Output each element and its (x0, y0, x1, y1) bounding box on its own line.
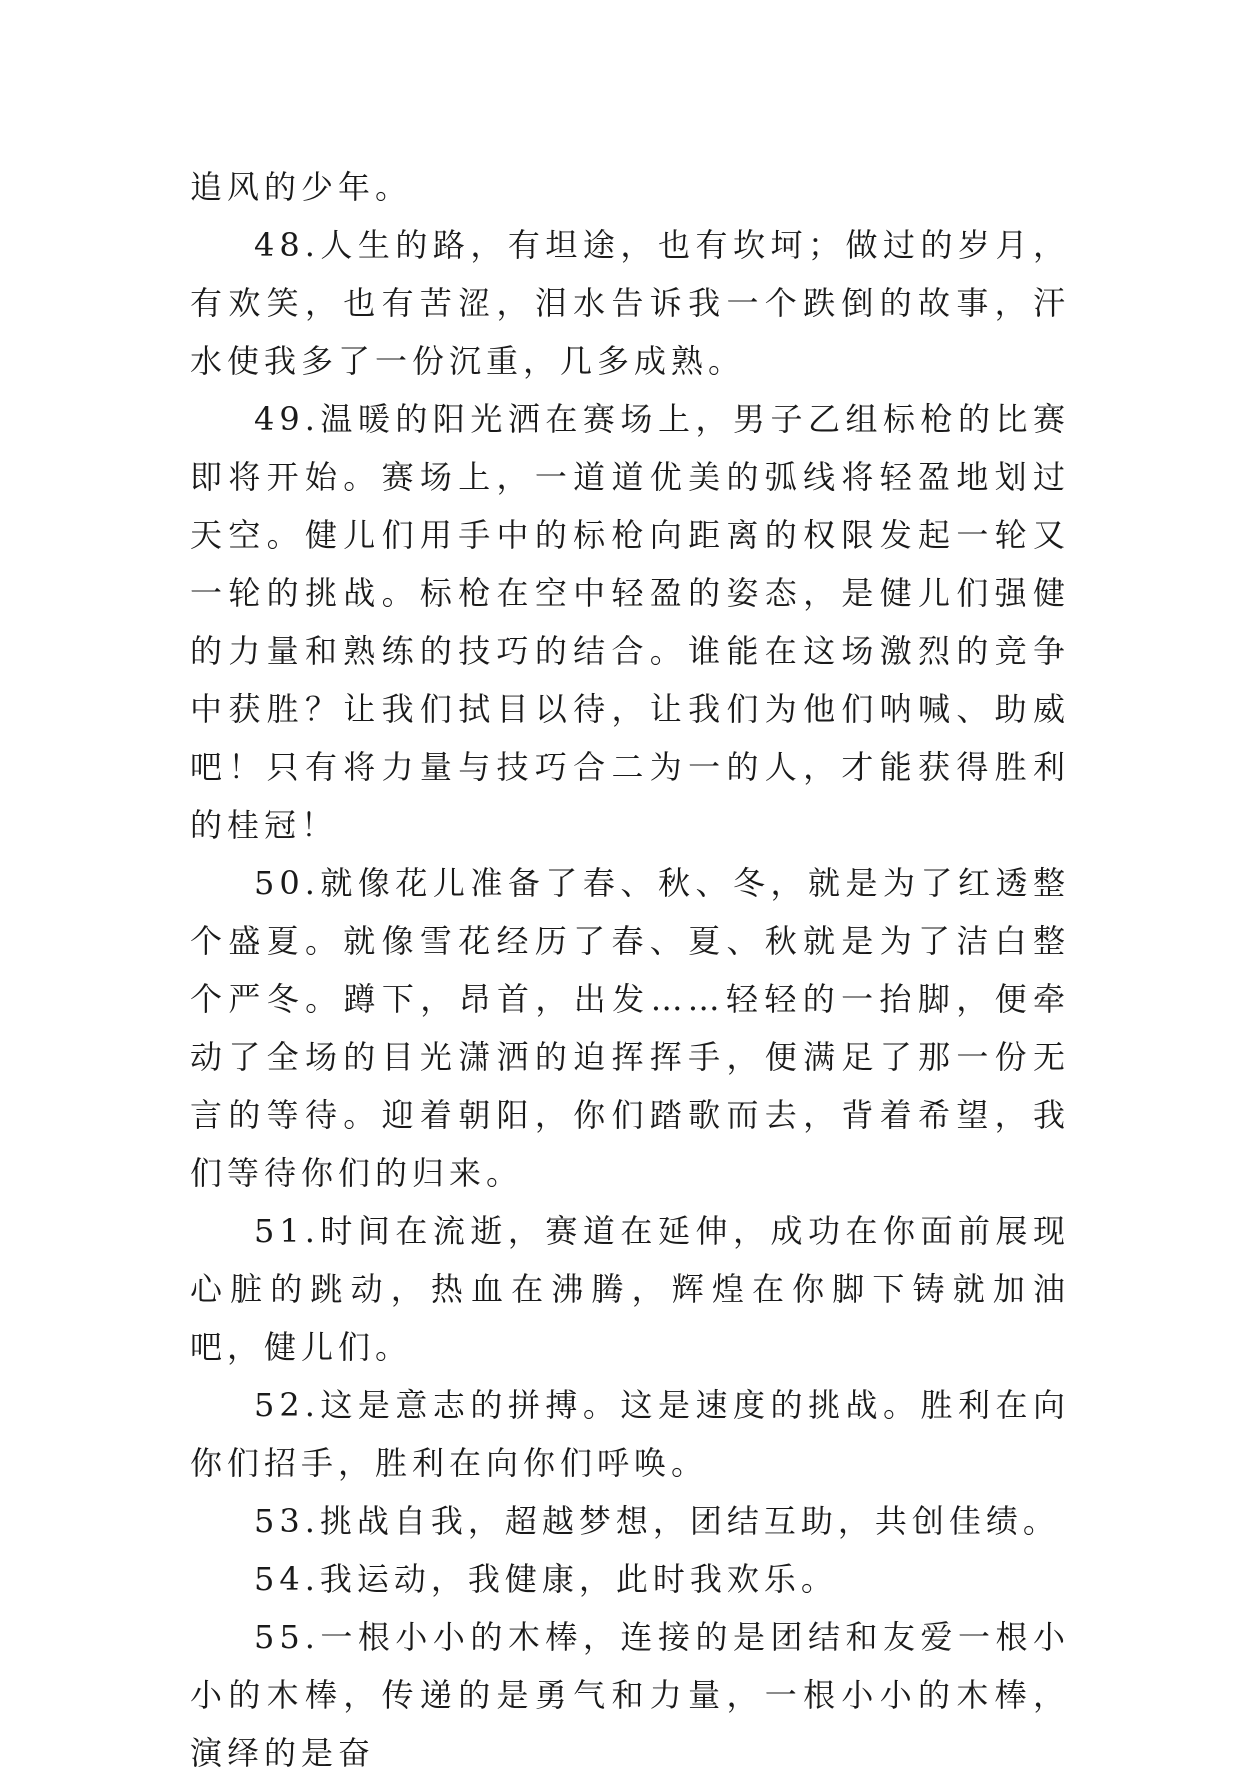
paragraph-47-continued: 追风的少年。 (190, 168, 413, 206)
paragraph-51: 51.时间在流逝，赛道在延伸，成功在你面前展现心脏的跳动，热血在沸腾，辉煌在你脚下铸就加油吧，健儿们。 (190, 1212, 1070, 1366)
paragraph-48: 48.人生的路，有坦途，也有坎坷；做过的岁月，有欢笑，也有苦涩，泪水告诉我一个跌倒的故事，汗水使我多了一份沉重，几多成熟。 (190, 226, 1070, 380)
document-body (190, 158, 1070, 1782)
paragraph-55: 55.一根小小的木棒，连接的是团结和友爱一根小小的木棒，传递的是勇气和力量，一根小小的木棒，演绎的是奋 (190, 1618, 1070, 1772)
paragraph-52: 52.这是意志的拼搏。这是速度的挑战。胜利在向你们招手，胜利在向你们呼唤。 (190, 1386, 1070, 1482)
paragraph-50: 50.就像花儿准备了春、秋、冬，就是为了红透整个盛夏。就像雪花经历了春、夏、秋就是为了洁白整个严冬。蹲下，昂首，出发……轻轻的一抬脚，便牵动了全场的目光潇洒的迫挥挥手，便满足了那一份无言的等待。迎着朝阳，你们踏歌而去，背着希望，我们等待你们的归来。 (190, 864, 1070, 1192)
paragraph-49: 49.温暖的阳光洒在赛场上，男子乙组标枪的比赛即将开始。赛场上，一道道优美的弧线将轻盈地划过天空。健儿们用手中的标枪向距离的权限发起一轮又一轮的挑战。标枪在空中轻盈的姿态，是健儿们强健的力量和熟练的技巧的结合。谁能在这场激烈的竞争中获胜？让我们拭目以待，让我们为他们呐喊、助威吧！只有将力量与技巧合二为一的人，才能获得胜利的桂冠！ (190, 400, 1070, 844)
paragraph-54: 54.我运动，我健康，此时我欢乐。 (254, 1560, 838, 1598)
paragraph-53: 53.挑战自我，超越梦想，团结互助，共创佳绩。 (254, 1502, 1060, 1540)
